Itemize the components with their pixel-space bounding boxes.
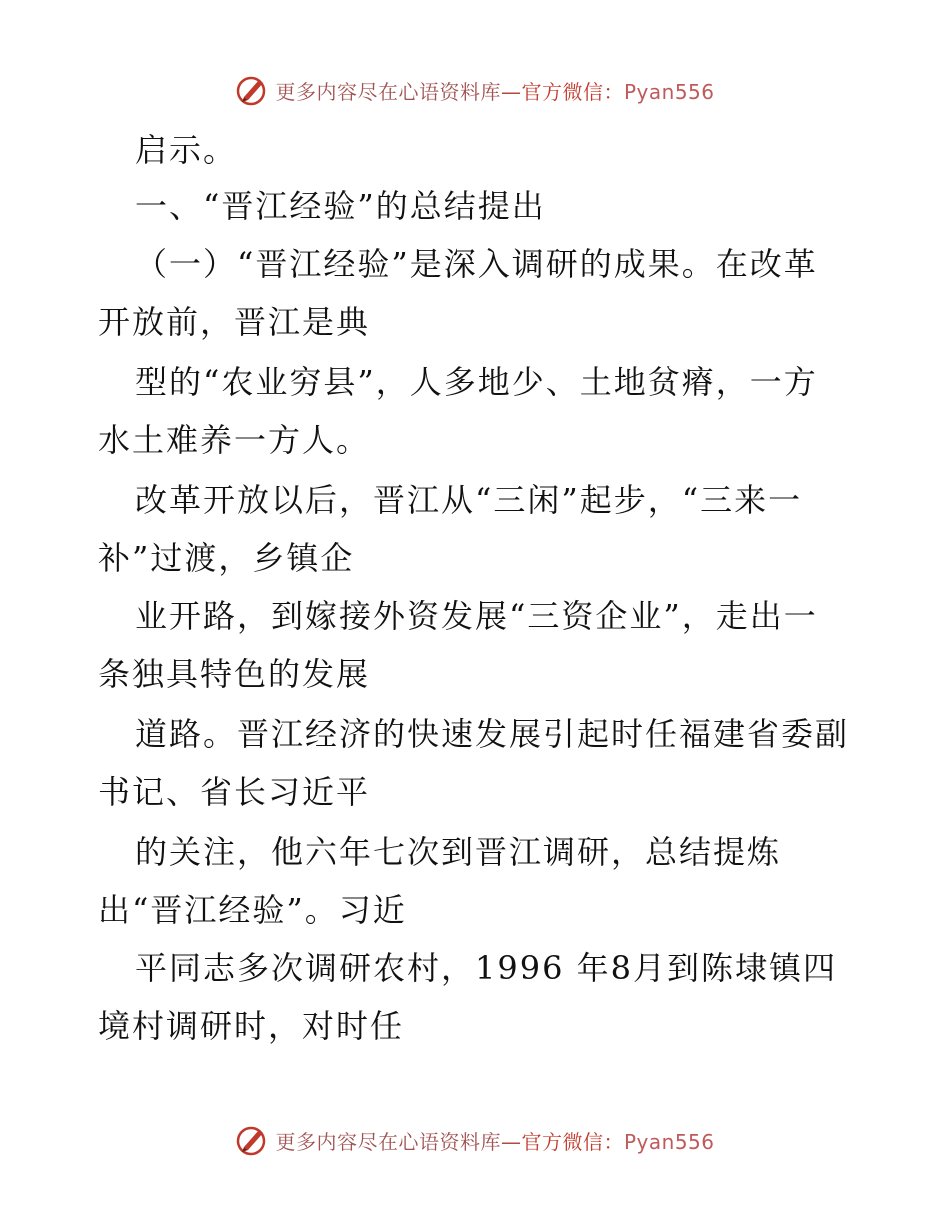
text-line: 改革开放以后，晋江从“三闲”起步，“三来一 bbox=[135, 481, 803, 519]
pen-logo-icon bbox=[235, 1123, 269, 1157]
text-line: 补”过渡，乡镇企 bbox=[98, 539, 355, 577]
text-line: 启示。 bbox=[135, 131, 238, 169]
text-line: 出“晋江经验”。习近 bbox=[98, 891, 407, 929]
text-line: 开放前，晋江是典 bbox=[98, 303, 371, 341]
section-heading: 一、“晋江经验”的总结提出 bbox=[135, 187, 546, 225]
text-line: 型的“农业穷县”，人多地少、土地贫瘠，一方 bbox=[135, 363, 818, 401]
text-line: 条独具特色的发展 bbox=[98, 655, 371, 693]
pen-logo-icon bbox=[235, 73, 269, 107]
text-line: 书记、省长习近平 bbox=[98, 773, 371, 811]
text-line: 的关注，他六年七次到晋江调研，总结提炼 bbox=[135, 833, 782, 871]
watermark-text: 更多内容尽在心语资料库—官方微信：Pyan556 bbox=[275, 79, 715, 104]
text-line: （一）“晋江经验”是深入调研的成果。在改革 bbox=[135, 245, 818, 283]
header-watermark bbox=[0, 70, 950, 110]
text-line: 平同志多次调研农村，1996 年8月到陈埭镇四 bbox=[135, 949, 837, 987]
text-line: 水土难养一方人。 bbox=[98, 421, 371, 459]
text-line: 业开路，到嫁接外资发展“三资企业”，走出一 bbox=[135, 597, 818, 635]
text-line: 道路。晋江经济的快速发展引起时任福建省委副 bbox=[135, 715, 850, 753]
footer-watermark bbox=[0, 1120, 950, 1160]
watermark-text: 更多内容尽在心语资料库—官方微信：Pyan556 bbox=[275, 1129, 715, 1154]
text-line: 境村调研时，对时任 bbox=[98, 1007, 405, 1045]
